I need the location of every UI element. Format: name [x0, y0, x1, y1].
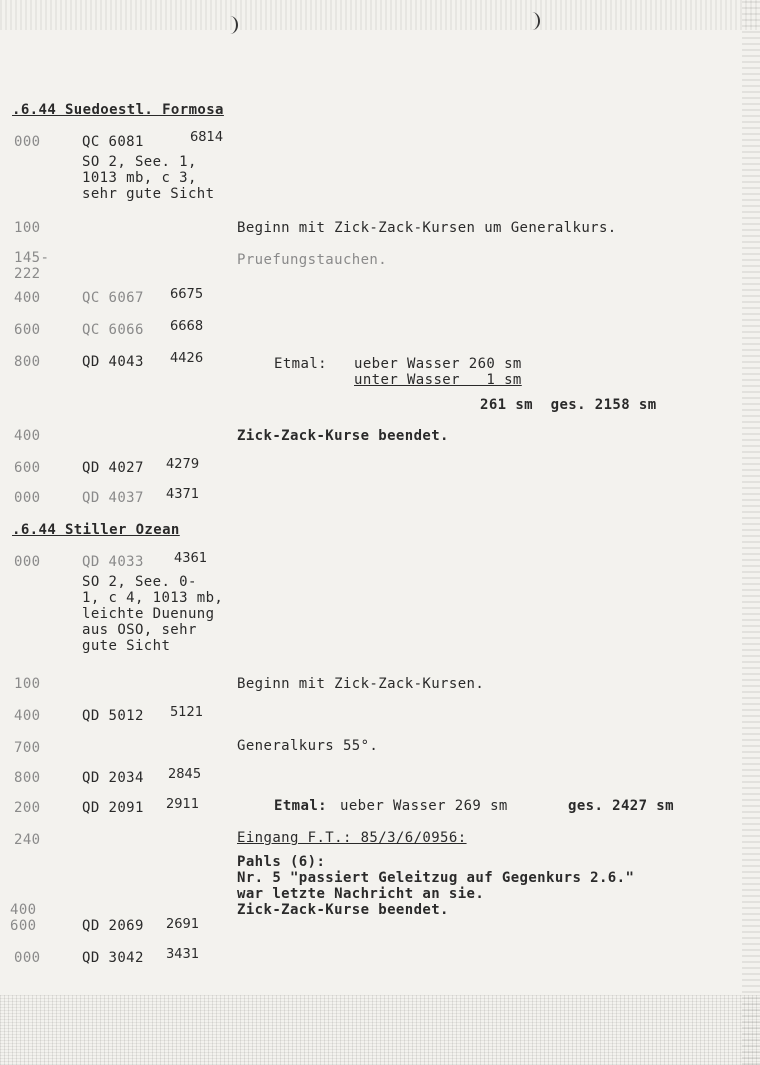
day2-grid: QD 2091 — [82, 800, 144, 816]
day2-entry-text: Generalkurs 55°. — [237, 738, 379, 754]
day2-etmal-line1: ueber Wasser 269 sm — [340, 798, 508, 814]
day1-handnum: 4371 — [166, 487, 200, 502]
day1-header: .6.44 Suedoestl. Formosa — [12, 102, 224, 118]
day2-handnum: 3431 — [166, 947, 200, 962]
day1-weather: SO 2, See. 1, 1013 mb, c 3, sehr gute Sicht — [82, 154, 215, 202]
day1-grid: QD 4043 — [82, 354, 144, 370]
day1-etmal-total: 261 sm ges. 2158 sm — [480, 397, 657, 413]
day1-time: 600 — [14, 460, 41, 476]
day2-handnum: 2911 — [166, 797, 200, 812]
day2-handnum: 4361 — [174, 551, 208, 566]
day2-entry-text: Eingang F.T.: 85/3/6/0956: — [237, 830, 467, 846]
day1-handnum: 4279 — [166, 457, 200, 472]
day1-time: 600 — [14, 322, 41, 338]
day1-handnum: 6814 — [190, 130, 224, 145]
day2-time: 700 — [14, 740, 41, 756]
day2-entry-text: Beginn mit Zick-Zack-Kursen. — [237, 676, 485, 692]
punch-hole-right-mark — [524, 12, 540, 30]
day2-time: 200 — [14, 800, 41, 816]
scan-noise-top — [0, 0, 760, 30]
day2-header: .6.44 Stiller Ozean — [12, 522, 180, 538]
day2-grid: QD 2034 — [82, 770, 144, 786]
day1-handnum: 6675 — [170, 287, 204, 302]
day1-time: 800 — [14, 354, 41, 370]
day2-time: 240 — [14, 832, 41, 848]
day1-etmal-line2: unter Wasser 1 sm — [354, 372, 522, 388]
day2-handnum: 5121 — [170, 705, 204, 720]
day1-handnum: 6668 — [170, 319, 204, 334]
day1-etmal-label: Etmal: — [274, 356, 327, 372]
day2-weather: SO 2, See. 0- 1, c 4, 1013 mb, leichte Duenung aus OSO, sehr gute Sicht — [82, 574, 224, 654]
day1-time: 145- 222 — [14, 250, 50, 282]
day1-etmal-line1: ueber Wasser 260 sm — [354, 356, 522, 372]
day2-handnum: 2845 — [168, 767, 202, 782]
day1-time: 100 — [14, 220, 41, 236]
scan-noise-right — [742, 0, 760, 1065]
day1-entry-text: Zick-Zack-Kurse beendet. — [237, 428, 449, 444]
day2-time: 400 600 — [10, 902, 37, 934]
day2-grid: QD 4033 — [82, 554, 144, 570]
day1-time: 400 — [14, 428, 41, 444]
day1-entry-text: Pruefungstauchen. — [237, 252, 388, 268]
day1-grid: QD 4037 — [82, 490, 144, 506]
day1-grid: QD 4027 — [82, 460, 144, 476]
day2-time: 000 — [14, 554, 41, 570]
day2-message: Pahls (6): Nr. 5 "passiert Geleitzug auf Gegenkurs 2.6." war letzte Nachricht an sie. Zick-Zack-Kurse beendet. — [237, 854, 635, 918]
day1-grid: QC 6081 — [82, 134, 144, 150]
day2-time: 400 — [14, 708, 41, 724]
day2-grid: QD 3042 — [82, 950, 144, 966]
day2-etmal-total: ges. 2427 sm — [568, 798, 674, 814]
day1-time: 000 — [14, 490, 41, 506]
day1-time: 000 — [14, 134, 41, 150]
day1-time: 400 — [14, 290, 41, 306]
scan-noise-bottom — [0, 995, 760, 1065]
day2-time: 000 — [14, 950, 41, 966]
day2-etmal-label: Etmal: — [274, 798, 327, 814]
day2-grid: QD 2069 — [82, 918, 144, 934]
day2-time: 100 — [14, 676, 41, 692]
day1-grid: QC 6066 — [82, 322, 144, 338]
day1-handnum: 4426 — [170, 351, 204, 366]
day1-entry-text: Beginn mit Zick-Zack-Kursen um Generalkurs. — [237, 220, 617, 236]
day2-grid: QD 5012 — [82, 708, 144, 724]
day2-handnum: 2691 — [166, 917, 200, 932]
day2-time: 800 — [14, 770, 41, 786]
punch-hole-left-mark — [222, 16, 238, 34]
day1-grid: QC 6067 — [82, 290, 144, 306]
